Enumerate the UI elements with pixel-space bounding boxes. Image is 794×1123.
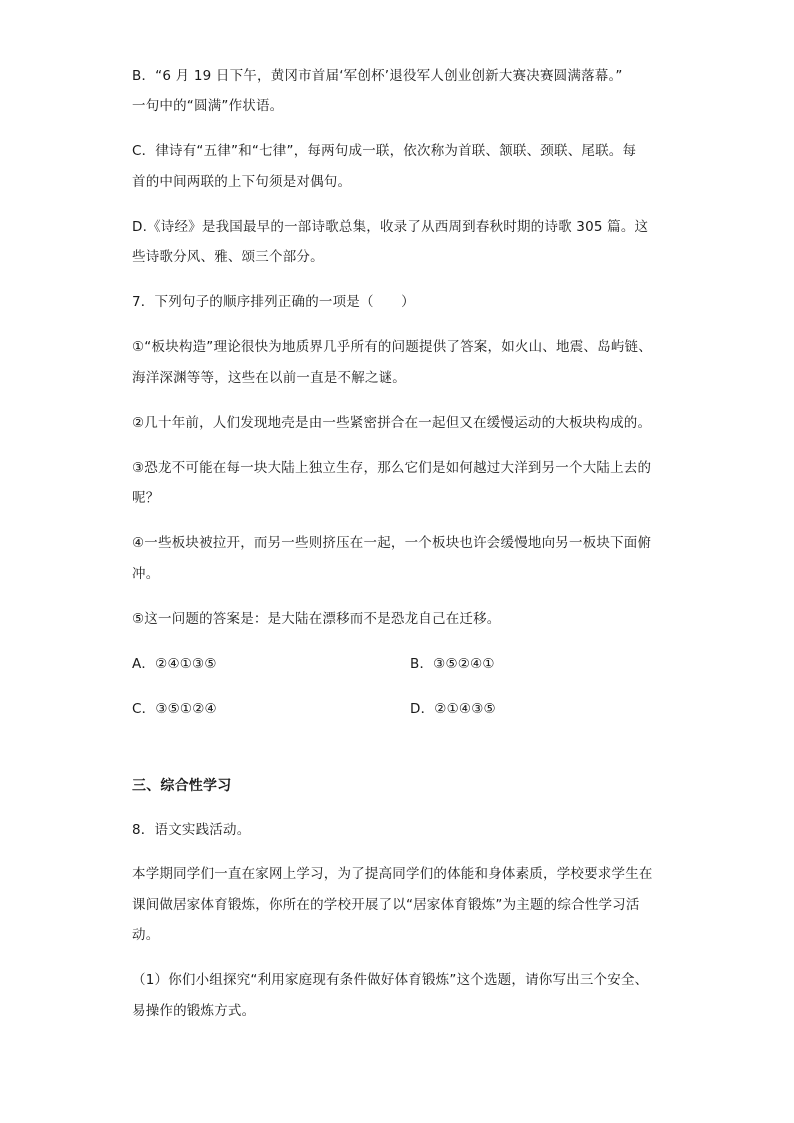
question-7-option-c: C．③⑤①②④ — [132, 701, 217, 717]
question-8-intro-line-2: 课间做居家体育锻炼，你所在的学校开展了以“居家体育锻炼”为主题的综合性学习活 — [132, 897, 640, 913]
sentence-4-line-1: ④一些板块被拉开，而另一些则挤压在一起，一个板块也许会缓慢地向另一板块下面俯 — [132, 535, 652, 551]
question-8-intro-line-3: 动。 — [132, 927, 160, 943]
option-d-line-1: D.《诗经》是我国最早的一部诗歌总集，收录了从西周到春秋时期的诗歌 305 篇。这 — [132, 219, 649, 235]
option-d-line-2: 些诗歌分风、雅、颂三个部分。 — [132, 249, 324, 265]
section-3-heading: 三、综合性学习 — [132, 778, 232, 794]
option-c-line-1: C．律诗有“五律”和“七律”，每两句成一联，依次称为首联、颔联、颈联、尾联。每 — [132, 143, 637, 159]
option-c-line-2: 首的中间两联的上下句须是对偶句。 — [132, 174, 352, 190]
question-8-stem: 8．语文实践活动。 — [132, 822, 251, 838]
sentence-3-line-2: 呢？ — [132, 490, 160, 506]
option-b-line-2: 一句中的“圆满”作状语。 — [132, 98, 284, 114]
question-8-part-1-line-1: （1）你们小组探究“利用家庭现有条件做好体育锻炼”这个选题，请你写出三个安全、 — [132, 972, 649, 988]
question-7-option-d: D．②①④③⑤ — [410, 701, 496, 717]
question-7-option-b: B．③⑤②④① — [410, 656, 495, 672]
sentence-4-line-2: 冲。 — [132, 566, 160, 582]
sentence-5-line-1: ⑤这一问题的答案是：是大陆在漂移而不是恐龙自己在迁移。 — [132, 611, 501, 627]
question-8-intro-line-1: 本学期同学们一直在家网上学习，为了提高同学们的体能和身体素质，学校要求学生在 — [132, 866, 653, 882]
sentence-3-line-1: ③恐龙不可能在每一块大陆上独立生存，那么它们是如何越过大洋到另一个大陆上去的 — [132, 460, 652, 476]
question-7-option-a: A．②④①③⑤ — [132, 656, 217, 672]
sentence-1-line-1: ①“板块构造”理论很快为地质界几乎所有的问题提供了答案，如火山、地震、岛屿链、 — [132, 339, 652, 355]
question-8-part-1-line-2: 易操作的锻炼方式。 — [132, 1003, 256, 1019]
option-b-line-1: B．“6 月 19 日下午，黄冈市首届‘军创杯’退役军人创业创新大赛决赛圆满落幕。” — [132, 68, 623, 84]
sentence-1-line-2: 海洋深渊等等，这些在以前一直是不解之谜。 — [132, 370, 406, 386]
sentence-2-line-1: ②几十年前，人们发现地壳是由一些紧密拼合在一起但又在缓慢运动的大板块构成的。 — [132, 415, 652, 431]
question-7-stem: 7．下列句子的顺序排列正确的一项是（ ） — [132, 294, 415, 310]
